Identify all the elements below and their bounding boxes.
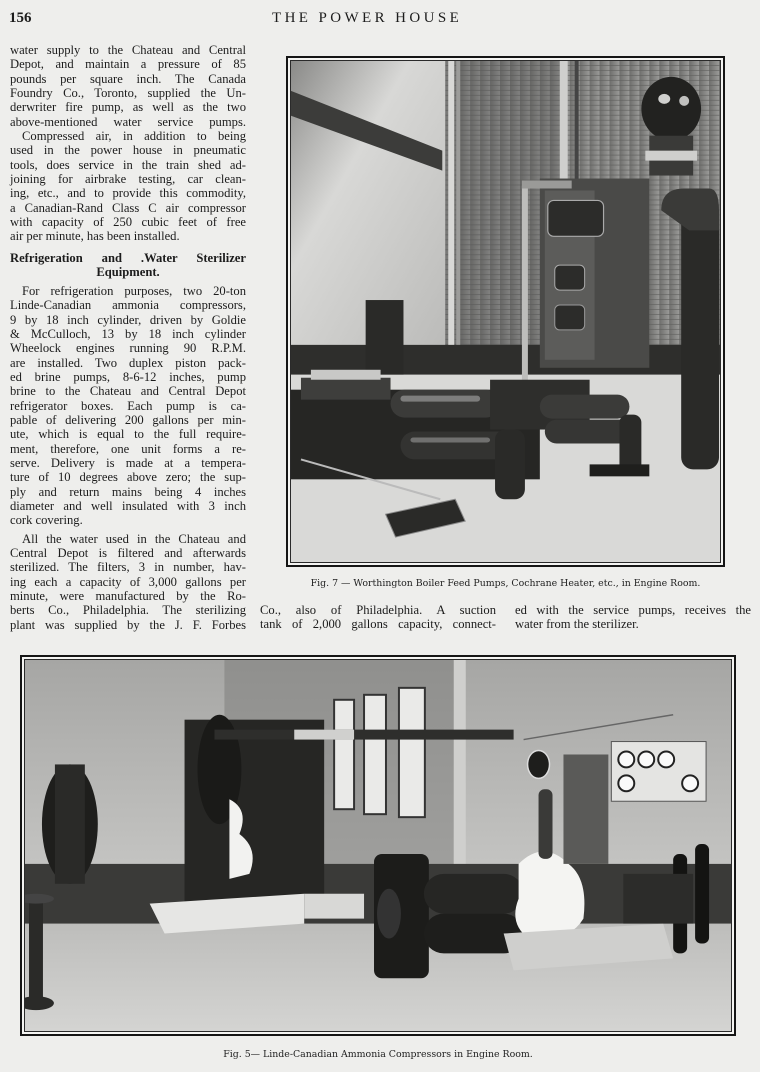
- text-line: sterilized. The filters, 3 in number, hav-: [10, 560, 246, 575]
- text-line: All the water used in the Chateau and: [22, 531, 246, 546]
- text-line: derwriter fire pump, as well as the two: [10, 100, 246, 115]
- paragraph-refrigeration: [10, 284, 246, 528]
- text-line: Compressed air, in addition to being: [22, 129, 246, 144]
- text-line: Central Depot is filtered and afterwards: [10, 546, 246, 560]
- paragraph-water-sterilizing: [10, 532, 246, 632]
- ammonia-compressors-photo: [25, 660, 731, 1031]
- text-line: For refrigeration purposes, two 20-ton: [22, 283, 246, 298]
- text-line: above-mentioned water service pumps.: [10, 114, 246, 129]
- section-heading-line: Equipment.: [96, 265, 160, 280]
- text-line: pounds per square inch. The Canada: [10, 71, 246, 86]
- text-line: a Canadian-Rand Class C air compressor: [10, 200, 246, 215]
- text-line: serve. Delivery is made at a tempera-: [10, 455, 246, 470]
- text-line: water supply to the Chateau and Central: [10, 43, 246, 57]
- text-line: air per minute, has been installed.: [10, 229, 180, 244]
- boiler-feed-pumps-photo: [291, 61, 720, 562]
- figure-7-caption: Fig. 7 — Worthington Boiler Feed Pumps, Cochrane Heater, etc., in Engine Room.: [310, 578, 701, 589]
- text-column-middle: [260, 603, 496, 632]
- text-line: ed brine pumps, 8-6-12 inches, pump: [10, 369, 246, 384]
- text-line: ing, etc., and to provide this commodity,: [10, 186, 246, 201]
- section-heading: [10, 251, 246, 280]
- text-line: plant was supplied by the J. F. Forbes: [10, 617, 246, 632]
- running-head: THE POWER HOUSE: [272, 10, 463, 26]
- text-line: water from the sterilizer.: [515, 617, 639, 632]
- figure-5-caption: Fig. 5— Linde-Canadian Ammonia Compressors in Engine Room.: [223, 1049, 533, 1060]
- text-line: ture of 10 degrees above zero; the sup-: [10, 470, 246, 485]
- text-line: pable of delivering 200 gallons per min-: [10, 412, 246, 427]
- text-line: are installed. Two duplex piston pack-: [10, 355, 246, 370]
- paragraph-water-supply: [10, 43, 246, 129]
- text-line: 9 by 18 inch cylinder, driven by Goldie: [10, 312, 246, 327]
- text-line: ing each a capacity of 3,000 gallons per: [10, 574, 246, 589]
- text-line: refrigerator boxes. Each pump is ca-: [10, 398, 246, 413]
- text-line: berts Co., Philadelphia. The sterilizing: [10, 603, 246, 618]
- section-heading-line: Refrigeration and .Water Sterilizer: [10, 250, 246, 265]
- text-line: minute, were manufactured by the Ro-: [10, 589, 246, 604]
- text-line: diameter and well insulated with 3 inch: [10, 498, 246, 513]
- text-line: Foundry Co., Toronto, supplied the Un-: [10, 86, 246, 101]
- figure-7-photo: [286, 56, 725, 567]
- text-line: tools, does service in the train shed ad-: [10, 157, 246, 172]
- text-line: Linde-Canadian ammonia compressors,: [10, 298, 246, 313]
- text-line: joining for airbrake testing, car clean-: [10, 172, 246, 187]
- text-line: tank of 2,000 gallons capacity, connect-: [260, 617, 496, 632]
- figure-5-photo: [20, 655, 736, 1036]
- paragraph-compressed-air: [10, 129, 246, 244]
- text-line: used in the power house in pneumatic: [10, 143, 246, 158]
- text-line: ment, therefore, one unit forms a re-: [10, 441, 246, 456]
- text-line: Co., also of Philadelphia. A suction: [260, 603, 496, 617]
- page-number: 156: [9, 10, 32, 26]
- text-column-left: [10, 43, 246, 632]
- text-line: ply and return mains being 4 inches: [10, 484, 246, 499]
- text-line: Wheelock engines running 90 R.P.M.: [10, 341, 246, 356]
- text-line: brine to the Chateau and Central Depot: [10, 384, 246, 399]
- text-line: with capacity of 250 cubic feet of free: [10, 215, 246, 230]
- text-line: cork covering.: [10, 513, 83, 528]
- text-line: Depot, and maintain a pressure of 85: [10, 57, 246, 72]
- text-line: ute, which is equal to the full require-: [10, 427, 246, 442]
- text-column-right: [515, 603, 751, 632]
- text-line: & McCulloch, 13 by 18 inch cylinder: [10, 326, 246, 341]
- text-line: ed with the service pumps, receives the: [515, 603, 751, 617]
